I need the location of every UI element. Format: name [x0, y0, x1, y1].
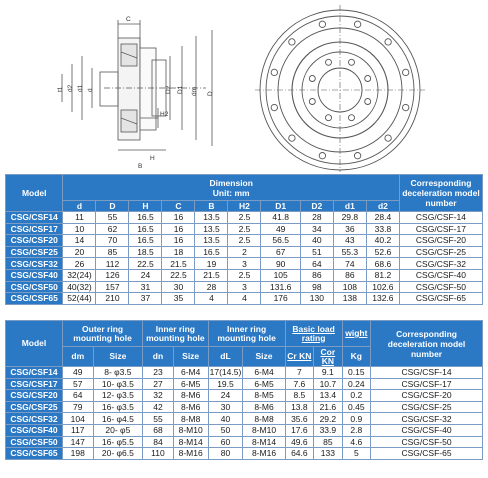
col-d-upper: D	[96, 201, 129, 212]
outer-hole	[319, 153, 325, 159]
value-cell: 4.6	[342, 436, 370, 448]
value-cell: 40.2	[366, 235, 399, 247]
value-cell: 49.6	[285, 436, 313, 448]
value-cell: 8-M6	[173, 390, 208, 402]
deceleration-cell: CSG/CSF-17	[399, 223, 482, 235]
weight-header: wight	[342, 321, 370, 347]
value-cell: 6-M5	[173, 378, 208, 390]
value-cell: 147	[62, 436, 93, 448]
table-row	[6, 401, 483, 413]
value-cell: 12- φ3.5	[93, 390, 143, 402]
value-cell: 55	[143, 413, 174, 425]
value-cell: 0.2	[342, 390, 370, 402]
label-d1-upper: D1	[177, 85, 184, 94]
inner-hole	[309, 99, 315, 105]
value-cell: 3	[228, 281, 261, 293]
outer-hole	[289, 135, 295, 141]
value-cell: 8-M8	[243, 413, 285, 425]
value-cell: 0.15	[342, 367, 370, 379]
value-cell: 30	[162, 281, 195, 293]
value-cell: 19	[195, 258, 228, 270]
col-size-inner-2: Size	[243, 347, 285, 367]
value-cell: 98	[300, 281, 333, 293]
value-cell: 2.5	[228, 235, 261, 247]
value-cell: 20	[63, 246, 96, 258]
inner-hole	[326, 115, 332, 121]
dimension-header	[63, 175, 399, 201]
table-row	[6, 436, 483, 448]
value-cell: 16.5	[129, 223, 162, 235]
value-cell: 4	[228, 293, 261, 305]
value-cell: 51	[300, 246, 333, 258]
model-cell: CSG/CSF17	[6, 223, 63, 235]
model-cell: CSG/CSF40	[6, 269, 63, 281]
value-cell: 8-M5	[243, 390, 285, 402]
value-cell: 57	[62, 378, 93, 390]
model-cell: CSG/CSF50	[6, 281, 63, 293]
inner-ring-header: Inner ring mounting hole	[143, 321, 208, 347]
outer-hole	[354, 153, 360, 159]
value-cell: 55	[96, 212, 129, 224]
value-cell: 16- φ4.5	[93, 413, 143, 425]
table-row	[6, 413, 483, 425]
col-d: d	[63, 201, 96, 212]
value-cell: 102.6	[366, 281, 399, 293]
value-cell: 21.5	[162, 258, 195, 270]
value-cell: 32	[143, 390, 174, 402]
outer-hole	[354, 21, 360, 27]
value-cell: 49	[261, 223, 300, 235]
value-cell: 29.2	[314, 413, 342, 425]
value-cell: 6-M5	[243, 378, 285, 390]
value-cell: 40	[300, 235, 333, 247]
deceleration-cell: CSG/CSF-50	[399, 281, 482, 293]
value-cell: 90	[261, 258, 300, 270]
table-row	[6, 281, 483, 293]
deceleration-cell: CSG/CSF-14	[371, 367, 483, 379]
deceleration-cell: CSG/CSF-20	[371, 390, 483, 402]
value-cell: 16	[162, 212, 195, 224]
value-cell: 40(32)	[63, 281, 96, 293]
value-cell: 28	[195, 281, 228, 293]
table-row	[6, 235, 483, 247]
value-cell: 117	[62, 424, 93, 436]
outer-hole	[271, 104, 277, 110]
model-cell: CSG/CSF65	[6, 448, 63, 460]
value-cell: 35	[162, 293, 195, 305]
value-cell: 198	[62, 448, 93, 460]
value-cell: 8-M16	[173, 448, 208, 460]
value-cell: 21.5	[195, 269, 228, 281]
model-header-2: Model	[6, 321, 63, 367]
deceleration-cell: CSG/CSF-32	[399, 258, 482, 270]
deceleration-cell: CSG/CSF-20	[399, 235, 482, 247]
value-cell: 55.3	[333, 246, 366, 258]
dimension-table-body	[6, 212, 483, 305]
value-cell: 29.8	[333, 212, 366, 224]
value-cell: 8.5	[285, 390, 313, 402]
value-cell: 64	[62, 390, 93, 402]
value-cell: 33.8	[366, 223, 399, 235]
label-dm: dm	[191, 86, 198, 96]
table-row	[6, 223, 483, 235]
value-cell: 13.5	[195, 212, 228, 224]
value-cell: 13.5	[195, 223, 228, 235]
label-h: H	[150, 155, 155, 162]
value-cell: 86	[300, 269, 333, 281]
value-cell: 8-M6	[173, 401, 208, 413]
deceleration-header-2: Corresponding deceleration model number	[371, 321, 483, 367]
value-cell: 74	[333, 258, 366, 270]
value-cell: 23	[143, 367, 174, 379]
col-cor: Cor KN	[314, 347, 342, 367]
label-d2: d2	[67, 84, 74, 92]
value-cell: 14	[63, 235, 96, 247]
value-cell: 133	[314, 448, 342, 460]
value-cell: 36	[333, 223, 366, 235]
value-cell: 6-M4	[173, 367, 208, 379]
value-cell: 157	[96, 281, 129, 293]
inner-hole	[349, 59, 355, 65]
table-row	[6, 269, 483, 281]
deceleration-cell: CSG/CSF-25	[399, 246, 482, 258]
value-cell: 84	[143, 436, 174, 448]
value-cell: 68.6	[366, 258, 399, 270]
value-cell: 105	[261, 269, 300, 281]
deceleration-cell: CSG/CSF-40	[371, 424, 483, 436]
value-cell: 8-M14	[173, 436, 208, 448]
label-d-upper: D	[207, 91, 214, 96]
label-c: C	[126, 16, 131, 23]
col-size-inner: Size	[173, 347, 208, 367]
value-cell: 112	[96, 258, 129, 270]
table-row	[6, 390, 483, 402]
value-cell: 79	[62, 401, 93, 413]
label-d2-upper: D2	[165, 85, 172, 94]
value-cell: 64	[300, 258, 333, 270]
model-cell: CSG/CSF40	[6, 424, 63, 436]
label-b: B	[138, 163, 143, 170]
model-header: Model	[6, 175, 63, 212]
value-cell: 16.5	[129, 212, 162, 224]
value-cell: 28	[300, 212, 333, 224]
table-row	[6, 246, 483, 258]
technical-drawing	[0, 0, 488, 172]
deceleration-cell: CSG/CSF-65	[399, 293, 482, 305]
value-cell: 6-M4	[243, 367, 285, 379]
value-cell: 2	[228, 246, 261, 258]
inner-hole	[365, 99, 371, 105]
col-d1: d1	[333, 201, 366, 212]
col-dl: dL	[208, 347, 243, 367]
value-cell: 5	[342, 448, 370, 460]
table-row	[6, 378, 483, 390]
table-row	[6, 367, 483, 379]
model-cell: CSG/CSF32	[6, 258, 63, 270]
value-cell: 19.5	[208, 378, 243, 390]
value-cell: 81.2	[366, 269, 399, 281]
value-cell: 126	[96, 269, 129, 281]
value-cell: 35.6	[285, 413, 313, 425]
label-h2: H2	[160, 111, 169, 118]
value-cell: 13.8	[285, 401, 313, 413]
value-cell: 40	[208, 413, 243, 425]
outer-hole	[403, 104, 409, 110]
table-row	[6, 448, 483, 460]
value-cell: 0.9	[342, 413, 370, 425]
value-cell: 132.6	[366, 293, 399, 305]
label-t1: t1	[57, 86, 64, 92]
value-cell: 68	[143, 424, 174, 436]
value-cell: 22.5	[129, 258, 162, 270]
col-b: B	[195, 201, 228, 212]
value-cell: 85	[96, 246, 129, 258]
value-cell: 104	[62, 413, 93, 425]
value-cell: 85	[314, 436, 342, 448]
value-cell: 21.6	[314, 401, 342, 413]
model-cell: CSG/CSF50	[6, 436, 63, 448]
model-cell: CSG/CSF20	[6, 235, 63, 247]
value-cell: 13.4	[314, 390, 342, 402]
value-cell: 4	[195, 293, 228, 305]
value-cell: 28.4	[366, 212, 399, 224]
mounting-table	[5, 320, 483, 460]
value-cell: 24	[129, 269, 162, 281]
model-cell: CSG/CSF65	[6, 293, 63, 305]
value-cell: 17.6	[285, 424, 313, 436]
outer-hole	[319, 21, 325, 27]
value-cell: 86	[333, 269, 366, 281]
deceleration-cell: CSG/CSF-65	[371, 448, 483, 460]
inner-hole	[326, 59, 332, 65]
table-row	[6, 258, 483, 270]
col-dn: dn	[143, 347, 174, 367]
col-h2: H2	[228, 201, 261, 212]
value-cell: 30	[208, 401, 243, 413]
value-cell: 16- φ5.5	[93, 436, 143, 448]
label-d: d	[87, 88, 94, 92]
value-cell: 8-M8	[173, 413, 208, 425]
value-cell: 9.1	[314, 367, 342, 379]
value-cell: 18.5	[129, 246, 162, 258]
outer-hole	[403, 69, 409, 75]
model-cell: CSG/CSF20	[6, 390, 63, 402]
value-cell: 10.7	[314, 378, 342, 390]
inner-hole	[309, 76, 315, 82]
value-cell: 62	[96, 223, 129, 235]
col-d1-upper: D1	[261, 201, 300, 212]
value-cell: 2.5	[228, 212, 261, 224]
inner-ring-header-2: Inner ring mounting hole	[208, 321, 285, 347]
value-cell: 8-M16	[243, 448, 285, 460]
load-rating-header: Basic load rating	[285, 321, 342, 347]
value-cell: 0.45	[342, 401, 370, 413]
value-cell: 20- φ5	[93, 424, 143, 436]
value-cell: 16.5	[195, 246, 228, 258]
col-h: H	[129, 201, 162, 212]
col-d2-upper: D2	[300, 201, 333, 212]
inner-hole	[349, 115, 355, 121]
front-view	[255, 5, 425, 172]
value-cell: 80	[208, 448, 243, 460]
value-cell: 7	[285, 367, 313, 379]
value-cell: 2.5	[228, 223, 261, 235]
value-cell: 10	[63, 223, 96, 235]
dimension-table	[5, 174, 483, 305]
outer-hole	[271, 69, 277, 75]
value-cell: 56.5	[261, 235, 300, 247]
value-cell: 70	[96, 235, 129, 247]
value-cell: 8-M10	[173, 424, 208, 436]
value-cell: 8-M14	[243, 436, 285, 448]
value-cell: 34	[300, 223, 333, 235]
value-cell: 0.24	[342, 378, 370, 390]
value-cell: 33.9	[314, 424, 342, 436]
outer-ring-header: Outer ring mounting hole	[62, 321, 142, 347]
value-cell: 67	[261, 246, 300, 258]
value-cell: 16.5	[129, 235, 162, 247]
value-cell: 60	[208, 436, 243, 448]
value-cell: 8-M10	[243, 424, 285, 436]
value-cell: 20- φ6.5	[93, 448, 143, 460]
value-cell: 18	[162, 246, 195, 258]
deceleration-cell: CSG/CSF-40	[399, 269, 482, 281]
dimension-title: Dimension	[209, 177, 253, 188]
value-cell: 52.6	[366, 246, 399, 258]
col-size-outer: Size	[93, 347, 143, 367]
value-cell: 64.6	[285, 448, 313, 460]
value-cell: 3	[228, 258, 261, 270]
value-cell: 130	[300, 293, 333, 305]
value-cell: 17(14.5)	[209, 367, 242, 378]
deceleration-cell: CSG/CSF-14	[399, 212, 482, 224]
value-cell: 7.6	[285, 378, 313, 390]
col-c: C	[162, 201, 195, 212]
value-cell: 11	[63, 212, 96, 224]
value-cell: 42	[143, 401, 174, 413]
value-cell: 27	[143, 378, 174, 390]
value-cell: 24	[208, 390, 243, 402]
model-cell: CSG/CSF25	[6, 246, 63, 258]
mounting-table-body	[6, 367, 483, 460]
value-cell: 49	[62, 367, 93, 379]
col-dm: dm	[62, 347, 93, 367]
value-cell: 131.6	[261, 281, 300, 293]
deceleration-cell: CSG/CSF-32	[371, 413, 483, 425]
value-cell: 41.8	[261, 212, 300, 224]
deceleration-header: Corresponding deceleration model number	[399, 175, 482, 212]
value-cell: 2.8	[342, 424, 370, 436]
value-cell: 32(24)	[63, 269, 96, 281]
value-cell: 138	[333, 293, 366, 305]
value-cell: 37	[129, 293, 162, 305]
deceleration-cell: CSG/CSF-17	[371, 378, 483, 390]
table-row	[6, 212, 483, 224]
value-cell: 8-M6	[243, 401, 285, 413]
label-d1: d1	[77, 84, 84, 92]
unit-label: Unit: mm	[212, 187, 250, 198]
value-cell: 110	[143, 448, 174, 460]
table-row	[6, 293, 483, 305]
value-cell: 13.5	[195, 235, 228, 247]
col-d2: d2	[366, 201, 399, 212]
outer-hole	[385, 39, 391, 45]
col-cr: Cr KN	[285, 347, 313, 367]
side-section-view	[62, 20, 212, 150]
outer-hole	[289, 39, 295, 45]
value-cell: 22.5	[162, 269, 195, 281]
value-cell: 210	[96, 293, 129, 305]
value-cell: 50	[208, 424, 243, 436]
inner-hole	[365, 76, 371, 82]
value-cell: 26	[63, 258, 96, 270]
model-cell: CSG/CSF14	[6, 212, 63, 224]
outer-hole	[385, 135, 391, 141]
value-cell: 43	[333, 235, 366, 247]
value-cell: 108	[333, 281, 366, 293]
value-cell: 176	[261, 293, 300, 305]
model-cell: CSG/CSF14	[6, 367, 63, 379]
model-cell: CSG/CSF25	[6, 401, 63, 413]
value-cell: 16	[162, 235, 195, 247]
value-cell: 16	[162, 223, 195, 235]
value-cell: 16- φ3.5	[93, 401, 143, 413]
deceleration-cell: CSG/CSF-25	[371, 401, 483, 413]
col-kg: Kg	[342, 347, 370, 367]
table-row	[6, 424, 483, 436]
value-cell: 52(44)	[63, 293, 96, 305]
value-cell: 2.5	[228, 269, 261, 281]
value-cell: 31	[129, 281, 162, 293]
model-cell: CSG/CSF32	[6, 413, 63, 425]
value-cell: 10- φ3.5	[93, 378, 143, 390]
value-cell: 8- φ3.5	[93, 367, 143, 379]
deceleration-cell: CSG/CSF-50	[371, 436, 483, 448]
model-cell: CSG/CSF17	[6, 378, 63, 390]
